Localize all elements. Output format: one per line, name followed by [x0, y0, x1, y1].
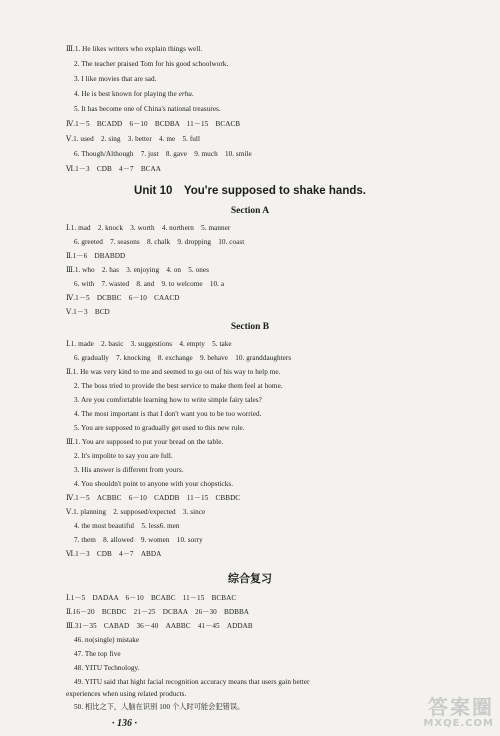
answer-line: Ⅵ.1－3 CDB 4－7 BCAA [66, 165, 161, 173]
answer-line: Ⅲ.1. You are supposed to put your bread on the table. [66, 438, 224, 446]
answer-line: Ⅱ.1－6 DBABDD [66, 252, 126, 260]
answer-line: 2. The teacher praised Tom for his good schoolwork. [74, 60, 229, 68]
answer-line: 4. You shouldn't point to anyone with your chopsticks. [74, 480, 234, 488]
watermark-url: MXQE.COM [423, 718, 494, 729]
answer-line: 6. greeted 7. seasons 8. chalk 9. dropping 10. coast [74, 238, 245, 246]
answer-line: 4. the most beautiful 5. less6. men [74, 522, 180, 530]
answer-line: Ⅲ.31－35 CABAD 36－40 AABBC 41－45 ADDAB [66, 622, 253, 630]
answer-line: 6. Though/Although 7. just 8. gave 9. much 10. smile [74, 150, 252, 158]
answer-line: 3. His answer is different from yours. [74, 466, 184, 474]
answer-line: experiences when using related products. [66, 690, 187, 698]
watermark-logo [423, 696, 494, 730]
answer-line: 7. them 8. allowed 9. women 10. sorry [74, 536, 203, 544]
answer-line: 2. The boss tried to provide the best service to make them feel at home. [74, 382, 283, 390]
answer-line: Ⅰ.1. made 2. basic 3. suggestions 4. empty 5. take [66, 340, 232, 348]
watermark-text: 答案圈 [428, 695, 494, 719]
answer-line: 6. with 7. wasted 8. and 9. to welcome 10. a [74, 280, 225, 288]
answer-line: 4. The most important is that I don't want you to be too worried. [74, 410, 262, 418]
answer-line: 2. It's impolite to say you are full. [74, 452, 173, 460]
answer-line: Ⅰ.1－5 DADAA 6－10 BCABC 11－15 BCBAC [66, 594, 237, 602]
answer-line: 5. You are supposed to gradually get used to this new rule. [74, 424, 245, 432]
section-b-title: Section B [230, 322, 270, 332]
answer-line: Ⅲ.1. He likes writers who explain things well. [66, 45, 203, 53]
answer-line: Ⅳ.1－5 BCADD 6－10 BCDBA 11－15 BCACB [66, 120, 241, 128]
page-number: · 136 · [112, 718, 137, 729]
answer-line: Ⅱ.1. He was very kind to me and seemed to go out of his way to help me. [66, 368, 281, 376]
section-a-title: Section A [230, 206, 270, 216]
answer-line: 4. He is best known for playing the erhu. [74, 90, 194, 98]
answer-line: Ⅳ.1－5 ACBBC 6－10 CADDB 11－15 CBBDC [66, 494, 241, 502]
review-title: 综合复习 [228, 572, 272, 585]
answer-line: Ⅲ.1. who 2. has 3. enjoying 4. on 5. ones [66, 266, 209, 274]
answer-line: 5. It has become one of China's national treasures. [74, 105, 221, 113]
answer-line: 3. I like movies that are sad. [74, 75, 157, 83]
answer-line: Ⅱ.16－20 BCBDC 21－25 DCBAA 26－30 BDBBA [66, 608, 250, 616]
answer-line: 49. YITU said that hight facial recognition accuracy means that users gain better [74, 678, 310, 686]
answer-line: Ⅴ.1. used 2. sing 3. better 4. me 5. full [66, 135, 201, 143]
answer-line: Ⅰ.1. mad 2. knock 3. worth 4. northern 5. manner [66, 224, 231, 232]
answer-line: Ⅴ.1－3 BCD [66, 308, 110, 316]
answer-line: Ⅵ.1－3 CDB 4－7 ABDA [66, 550, 162, 558]
answer-line: 46. no(single) mistake [74, 636, 140, 644]
answer-line: 50. 相比之下，人脑在识别 100 个人时可能会犯错误。 [74, 703, 245, 711]
answer-line: Ⅳ.1－5 DCBBC 6－10 CAACD [66, 294, 180, 302]
answer-line: Ⅴ.1. planning 2. supposed/expected 3. since [66, 508, 206, 516]
answer-line: 48. YITU Technology. [74, 664, 140, 672]
answer-line: 47. The top five [74, 650, 121, 658]
unit-title: Unit 10 You're supposed to shake hands. [134, 185, 366, 197]
answer-line: 6. gradually 7. knocking 8. exchange 9. behave 10. granddaughters [74, 354, 292, 362]
answer-line: 3. Are you comfortable learning how to write simple fairy tales? [74, 396, 262, 404]
